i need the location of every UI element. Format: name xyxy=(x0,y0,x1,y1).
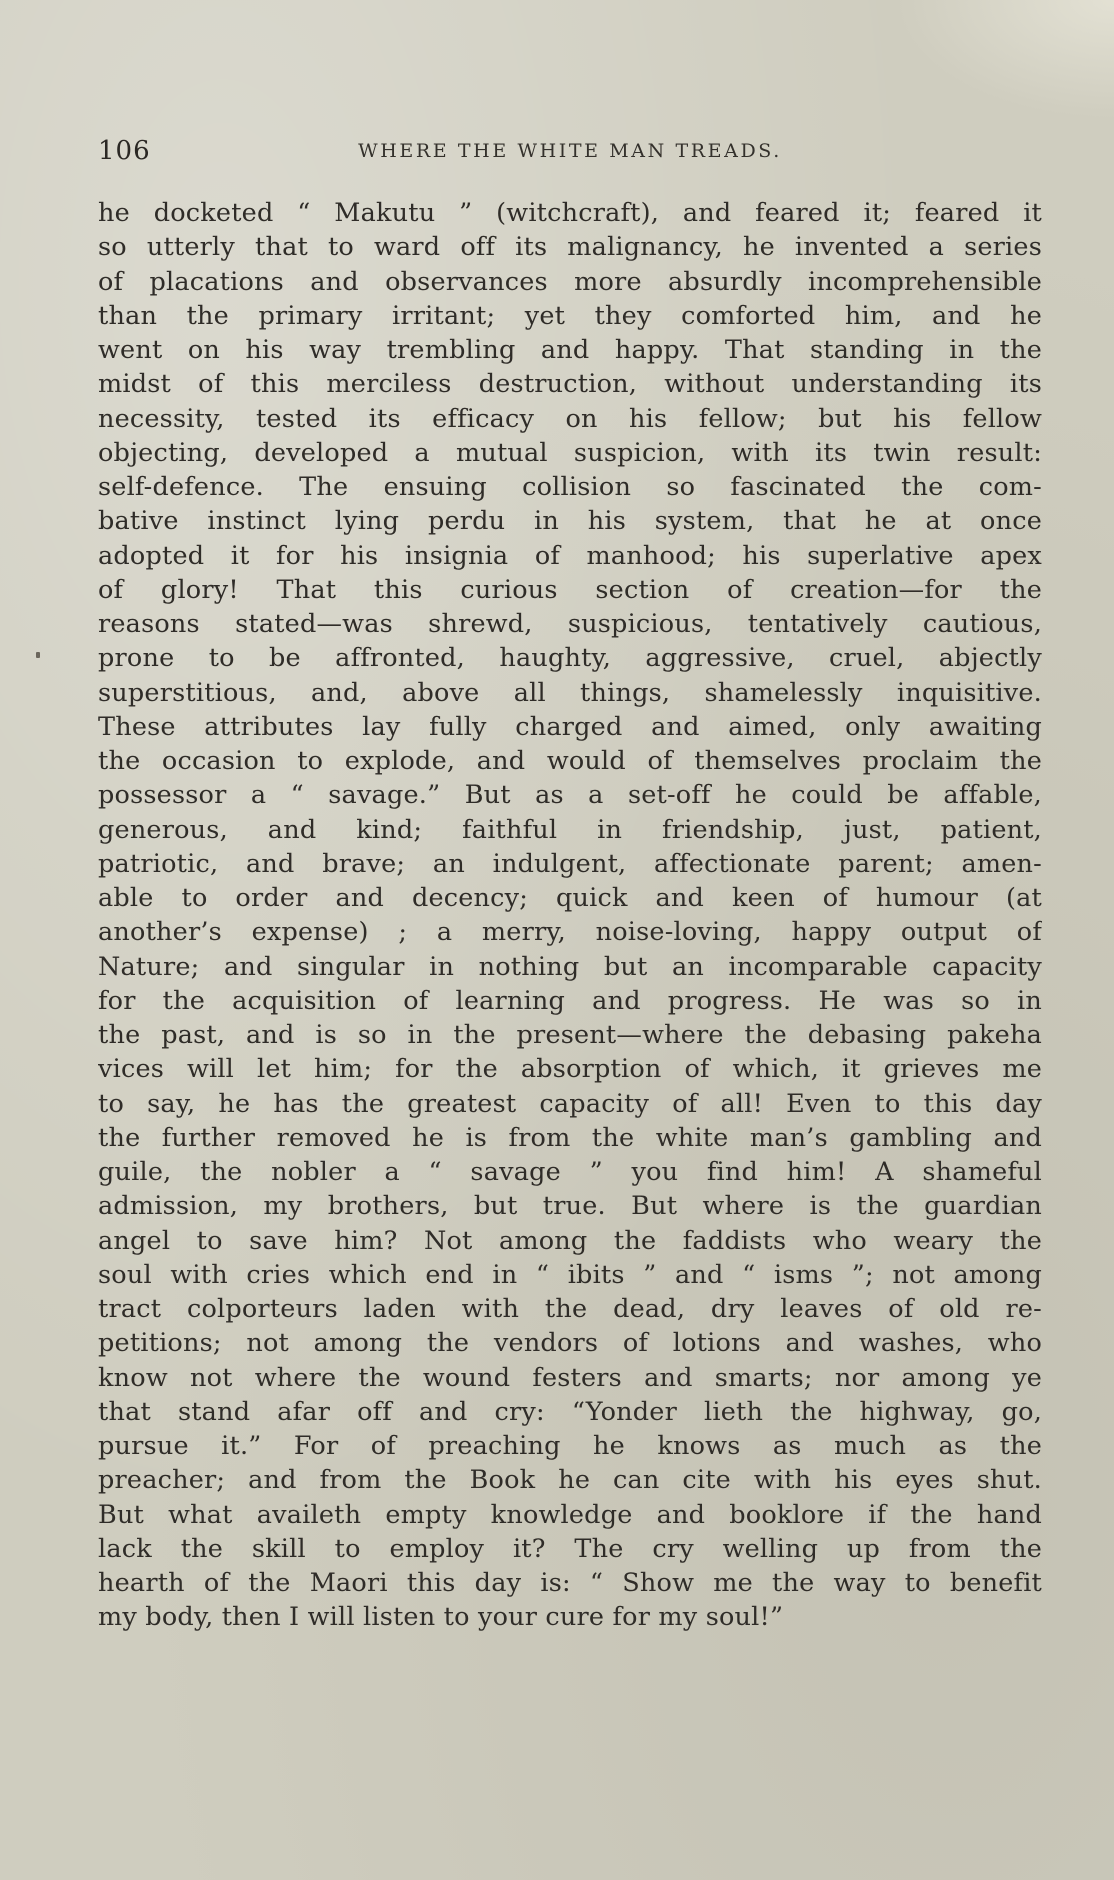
text-line: the past, and is so in the present—where the debasing pakeha xyxy=(98,1020,1042,1050)
page-number: 106 xyxy=(98,136,151,166)
text-line: hearth of the Maori this day is: “ Show me the way to benefit xyxy=(98,1568,1042,1598)
text-line: vices will let him; for the absorption of which, it grieves me xyxy=(98,1054,1042,1085)
text-line: petitions; not among the vendors of lotions and washes, who xyxy=(98,1328,1042,1359)
text-line: of placations and observances more absurdly incomprehensible xyxy=(98,266,1042,297)
body-text xyxy=(98,196,1042,1635)
text-line: to say, he has the greatest capacity of all! Even to this day xyxy=(98,1088,1042,1119)
text-line: than the primary irritant; yet they comforted him, and he xyxy=(98,300,1042,331)
text-line: self-defence. The ensuing collision so fascinated the com- xyxy=(98,472,1042,502)
text-line: of glory! That this curious section of creation—for the xyxy=(98,574,1042,605)
text-line: tract colporteurs laden with the dead, dry leaves of old re- xyxy=(98,1294,1042,1324)
text-line: went on his way trembling and happy. That standing in the xyxy=(98,335,1042,365)
text-line: adopted it for his insignia of manhood; his superlative apex xyxy=(98,540,1042,571)
text-line: the further removed he is from the white man’s gambling and xyxy=(98,1122,1042,1153)
text-line: for the acquisition of learning and progress. He was so in xyxy=(98,985,1042,1016)
text-line: prone to be affronted, haughty, aggressive, cruel, abjectly xyxy=(98,643,1042,674)
text-line: admission, my brothers, but true. But where is the guardian xyxy=(98,1191,1042,1222)
text-line: preacher; and from the Book he can cite with his eyes shut. xyxy=(98,1465,1042,1496)
text-line: objecting, developed a mutual suspicion, with its twin result: xyxy=(98,437,1042,468)
text-line: These attributes lay fully charged and aimed, only awaiting xyxy=(98,711,1042,742)
text-line: patriotic, and brave; an indulgent, affectionate parent; amen- xyxy=(98,848,1042,879)
text-line: know not where the wound festers and smarts; nor among ye xyxy=(98,1362,1042,1393)
text-line: generous, and kind; faithful in friendship, just, patient, xyxy=(98,814,1042,845)
page-corner-wear xyxy=(894,0,1114,120)
text-line: soul with cries which end in “ ibits ” and “ isms ”; not among xyxy=(98,1259,1042,1290)
text-line: midst of this merciless destruction, without understanding its xyxy=(98,369,1042,400)
text-line: Nature; and singular in nothing but an incomparable capacity xyxy=(98,951,1042,982)
text-line: another’s expense) ; a merry, noise-loving, happy output of xyxy=(98,917,1042,948)
text-line: reasons stated—was shrewd, suspicious, tentatively cautious, xyxy=(98,609,1042,639)
text-line: the occasion to explode, and would of themselves proclaim the xyxy=(98,746,1042,776)
text-line: necessity, tested its efficacy on his fellow; but his fellow xyxy=(98,403,1042,434)
text-line: so utterly that to ward off its malignancy, he invented a series xyxy=(98,232,1042,263)
text-line: superstitious, and, above all things, shamelessly inquisitive. xyxy=(98,677,1042,708)
text-line: he docketed “ Makutu ” (witchcraft), and feared it; feared it xyxy=(98,198,1042,228)
running-head xyxy=(98,136,1042,170)
running-title: WHERE THE WHITE MAN TREADS. xyxy=(358,140,782,162)
ink-speck xyxy=(36,652,40,658)
text-line: that stand afar off and cry: “Yonder lieth the highway, go, xyxy=(98,1396,1042,1427)
text-line: angel to save him? Not among the faddists who weary the xyxy=(98,1225,1042,1256)
text-line: pursue it.” For of preaching he knows as much as the xyxy=(98,1431,1042,1461)
text-line: able to order and decency; quick and keen of humour (at xyxy=(98,883,1042,913)
text-line: But what availeth empty knowledge and booklore if the hand xyxy=(98,1499,1042,1530)
text-line: guile, the nobler a “ savage ” you find him! A shameful xyxy=(98,1157,1042,1187)
text-line: possessor a “ savage.” But as a set-off he could be affable, xyxy=(98,780,1042,811)
text-line: bative instinct lying perdu in his system, that he at once xyxy=(98,506,1042,537)
text-line: lack the skill to employ it? The cry welling up from the xyxy=(98,1533,1042,1564)
text-line: my body, then I will listen to your cure for my soul!” xyxy=(98,1602,784,1633)
